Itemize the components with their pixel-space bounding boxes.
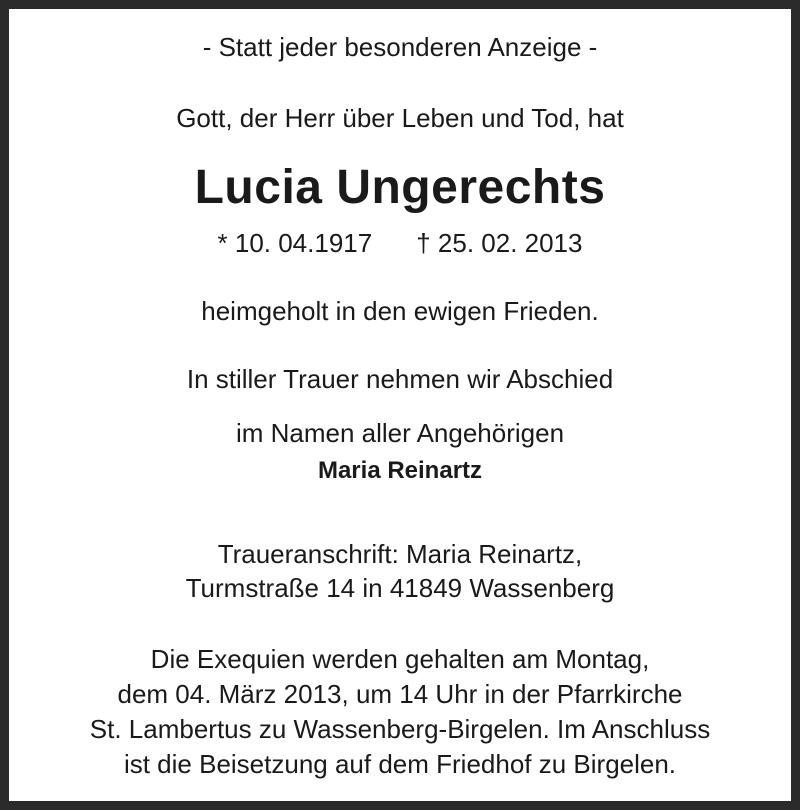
funeral-info-line: dem 04. März 2013, um 14 Uhr in der Pfarrkirche xyxy=(117,679,683,709)
mourning-text: In stiller Trauer nehmen wir Abschied xyxy=(186,364,614,394)
funeral-info-line: ist die Beisetzung auf dem Friedhof zu Birgelen. xyxy=(123,749,677,779)
life-dates xyxy=(9,227,791,259)
intro-text: Gott, der Herr über Leben und Tod, hat xyxy=(176,103,624,133)
on-behalf-text: im Namen aller Angehörigen xyxy=(235,418,565,448)
birth-date: * 10. 04.1917 xyxy=(217,228,373,258)
heimgeholt-text: heimgeholt in den ewigen Frieden. xyxy=(201,296,599,326)
mourning-address-line-2: Turmstraße 14 in 41849 Wassenberg xyxy=(185,573,615,603)
signer-name: Maria Reinartz xyxy=(317,457,483,484)
notice-header: - Statt jeder besonderen Anzeige - xyxy=(202,32,598,62)
deceased-name: Lucia Ungerechts xyxy=(194,161,606,214)
funeral-info-line: Die Exequien werden gehalten am Montag, xyxy=(150,644,650,674)
mourning-address-line-1: Traueranschrift: Maria Reinartz, xyxy=(217,539,583,569)
funeral-info-line: St. Lambertus zu Wassenberg-Birgelen. Im Anschluss xyxy=(89,714,711,744)
death-date: † 25. 02. 2013 xyxy=(416,228,583,258)
